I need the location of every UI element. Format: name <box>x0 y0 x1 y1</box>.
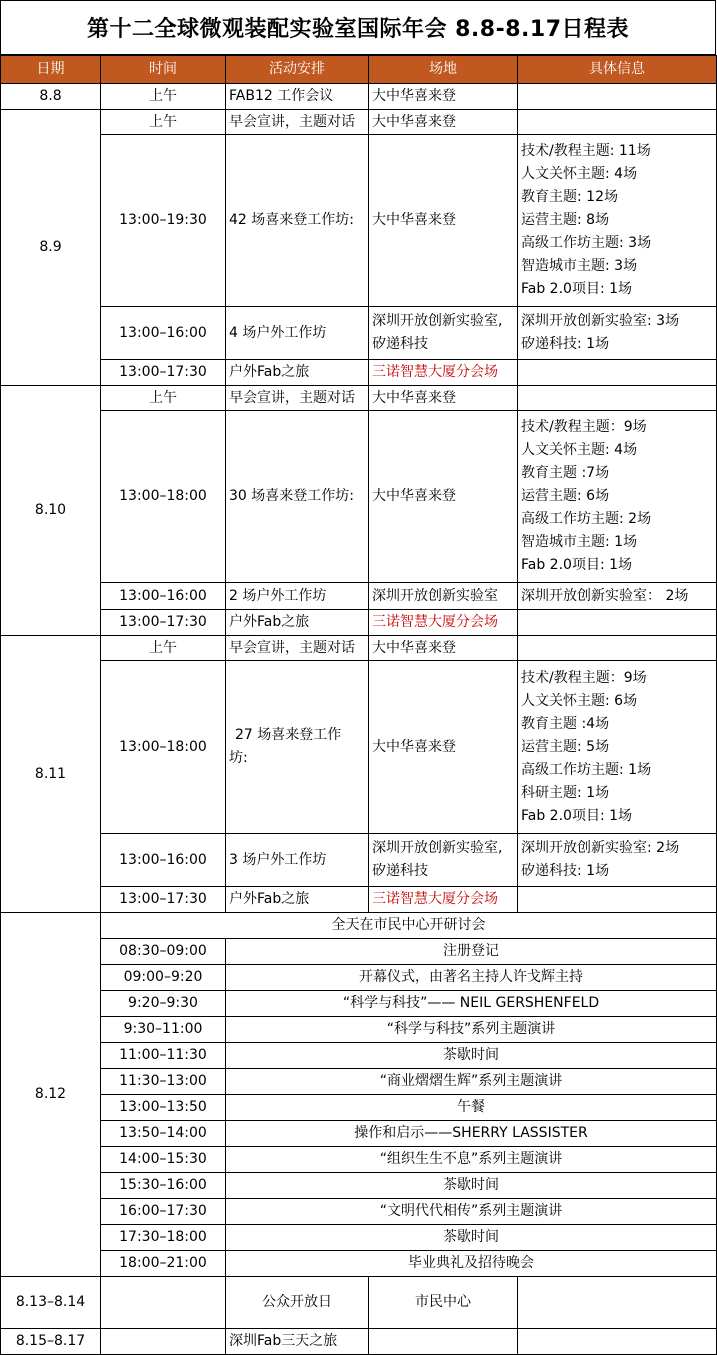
info-line: 高级工作坊主题: 1场 <box>521 761 652 778</box>
time-cell: 13:00–17:30 <box>101 360 226 386</box>
info-line: 高级工作坊主题: 2场 <box>521 511 652 527</box>
time-cell: 14:00–15:30 <box>101 1147 226 1173</box>
table-row <box>1 610 717 636</box>
time-cell: 18:00–21:00 <box>101 1251 226 1277</box>
table-row <box>1 1043 717 1069</box>
table-row <box>1 1017 717 1043</box>
header-time: 时间 <box>101 56 226 84</box>
activity-cell: 公众开放日 <box>226 1277 369 1329</box>
venue-cell: 大中华喜来登 <box>369 84 518 110</box>
table-row <box>1 1225 717 1251</box>
time-cell: 13:00–16:00 <box>101 834 226 887</box>
table-row <box>1 307 717 360</box>
event-cell: “科学与科技”系列主题演讲 <box>226 1017 717 1043</box>
event-cell: 茶歇时间 <box>226 1173 717 1199</box>
table-row <box>1 1199 717 1225</box>
event-cell: 毕业典礼及招待晚会 <box>226 1251 717 1277</box>
info-line: 技术/教程主题：9场 <box>521 669 647 686</box>
activity-cell: 4 场户外工作坊 <box>226 307 369 360</box>
info-line: Fab 2.0项目: 1场 <box>521 281 633 297</box>
venue-cell: 大中华喜来登 <box>369 636 518 661</box>
time-cell: 13:00–19:30 <box>101 135 226 307</box>
info-line: 教育主题: 12场 <box>521 189 618 205</box>
venue-cell: 深圳开放创新实验室 <box>369 583 518 610</box>
event-cell: 操作和启示——SHERRY LASSISTER <box>226 1121 717 1147</box>
info-cell <box>518 1277 717 1329</box>
date-cell: 8.13–8.14 <box>1 1277 101 1329</box>
date-cell: 8.11 <box>1 636 101 913</box>
time-cell: 13:50–14:00 <box>101 1121 226 1147</box>
time-cell: 08:30–09:00 <box>101 939 226 965</box>
date-cell: 8.15–8.17 <box>1 1329 101 1355</box>
info-line: Fab 2.0项目: 1场 <box>521 807 633 824</box>
table-row <box>1 939 717 965</box>
table-row <box>1 135 717 307</box>
venue-cell: 大中华喜来登 <box>369 386 518 411</box>
venue-cell: 大中华喜来登 <box>369 661 518 834</box>
table-row <box>1 1095 717 1121</box>
table-row <box>1 661 717 834</box>
info-cell <box>518 411 717 583</box>
venue-cell <box>369 1329 518 1355</box>
header-activity: 活动安排 <box>226 56 369 84</box>
time-cell: 17:30–18:00 <box>101 1225 226 1251</box>
event-cell: “组织生生不息”系列主题演讲 <box>226 1147 717 1173</box>
table-row <box>1 965 717 991</box>
info-line: 矽递科技: 1场 <box>521 863 610 879</box>
table-row <box>1 411 717 583</box>
table-row <box>1 110 717 135</box>
time-cell: 上午 <box>101 636 226 661</box>
table-row <box>1 834 717 887</box>
activity-cell: FAB12 工作会议 <box>226 84 369 110</box>
time-cell: 11:30–13:00 <box>101 1069 226 1095</box>
table-row <box>1 1069 717 1095</box>
venue-cell <box>369 834 518 887</box>
header-date: 日期 <box>1 56 101 84</box>
venue-cell: 三诺智慧大厦分会场 <box>369 360 518 386</box>
activity-cell: 2 场户外工作坊 <box>226 583 369 610</box>
allday-cell: 全天在市民中心开研讨会 <box>101 913 717 939</box>
venue-line: 深圳开放创新实验室, <box>372 840 503 856</box>
info-line: 矽递科技: 1场 <box>521 336 610 352</box>
venue-line: 矽递科技 <box>372 336 428 352</box>
time-cell: 9:20–9:30 <box>101 991 226 1017</box>
schedule-table <box>0 55 717 1355</box>
table-row <box>1 1277 717 1329</box>
table-row <box>1 583 717 610</box>
time-cell: 上午 <box>101 110 226 135</box>
time-cell: 13:00–18:00 <box>101 661 226 834</box>
venue-line: 矽递科技 <box>372 863 428 879</box>
event-cell: 茶歇时间 <box>226 1043 717 1069</box>
info-line: 深圳开放创新实验室: 2场 <box>521 840 680 856</box>
table-row <box>1 1251 717 1277</box>
info-cell <box>518 834 717 887</box>
date-cell: 8.12 <box>1 913 101 1277</box>
info-cell: 深圳开放创新实验室： 2场 <box>518 583 717 610</box>
info-line: 技术/教程主题：9场 <box>521 419 647 435</box>
event-cell: 开幕仪式，由著名主持人许戈辉主持 <box>226 965 717 991</box>
activity-cell: 早会宣讲，主题对话 <box>226 110 369 135</box>
info-line: 高级工作坊主题: 3场 <box>521 235 652 251</box>
event-cell: “商业熠熠生辉”系列主题演讲 <box>226 1069 717 1095</box>
info-line: 深圳开放创新实验室: 3场 <box>521 313 680 329</box>
event-cell: 茶歇时间 <box>226 1225 717 1251</box>
time-cell: 13:00–18:00 <box>101 411 226 583</box>
time-cell <box>101 1277 226 1329</box>
event-cell: 午餐 <box>226 1095 717 1121</box>
info-cell <box>518 307 717 360</box>
table-row <box>1 1147 717 1173</box>
info-line: 人文关怀主题: 6场 <box>521 692 638 709</box>
date-cell: 8.9 <box>1 110 101 386</box>
venue-cell: 三诺智慧大厦分会场 <box>369 887 518 913</box>
info-line: 运营主题: 5场 <box>521 738 610 755</box>
time-cell: 13:00–16:00 <box>101 583 226 610</box>
info-cell <box>518 1329 717 1355</box>
time-cell: 13:00–13:50 <box>101 1095 226 1121</box>
venue-cell: 市民中心 <box>369 1277 518 1329</box>
activity-cell: 早会宣讲，主题对话 <box>226 636 369 661</box>
time-cell: 11:00–11:30 <box>101 1043 226 1069</box>
venue-cell: 大中华喜来登 <box>369 411 518 583</box>
event-cell: 注册登记 <box>226 939 717 965</box>
table-row <box>1 1173 717 1199</box>
activity-cell: 户外Fab之旅 <box>226 360 369 386</box>
table-row <box>1 636 717 661</box>
table-row <box>1 360 717 386</box>
table-row <box>1 1121 717 1147</box>
time-cell: 09:00–9:20 <box>101 965 226 991</box>
venue-cell: 大中华喜来登 <box>369 110 518 135</box>
time-cell: 13:00–16:00 <box>101 307 226 360</box>
info-cell <box>518 887 717 913</box>
event-cell: “文明代代相传”系列主题演讲 <box>226 1199 717 1225</box>
table-row <box>1 887 717 913</box>
venue-cell <box>369 307 518 360</box>
info-cell <box>518 135 717 307</box>
activity-cell <box>226 661 369 834</box>
table-row <box>1 913 717 939</box>
info-line: 教育主题 :4场 <box>521 715 610 732</box>
info-line: 人文关怀主题: 4场 <box>521 166 638 182</box>
info-line: 科研主题: 1场 <box>521 784 610 801</box>
venue-cell: 三诺智慧大厦分会场 <box>369 610 518 636</box>
activity-cell: 深圳Fab三天之旅 <box>226 1329 369 1355</box>
info-cell <box>518 110 717 135</box>
header-row <box>1 56 717 84</box>
table-row <box>1 991 717 1017</box>
info-line: Fab 2.0项目: 1场 <box>521 557 633 573</box>
activity-cell: 户外Fab之旅 <box>226 887 369 913</box>
info-cell <box>518 636 717 661</box>
info-line: 智造城市主题: 1场 <box>521 534 638 550</box>
table-row <box>1 84 717 110</box>
info-cell <box>518 360 717 386</box>
info-line: 技术/教程主题: 11场 <box>521 143 651 159</box>
info-line: 人文关怀主题: 4场 <box>521 442 638 458</box>
info-line: 教育主题 :7场 <box>521 465 610 481</box>
page-title: 第十二全球微观装配实验室国际年会 8.8-8.17日程表 <box>0 0 716 55</box>
activity-cell: 早会宣讲，主题对话 <box>226 386 369 411</box>
time-cell: 上午 <box>101 84 226 110</box>
venue-line: 深圳开放创新实验室, <box>372 313 503 329</box>
activity-cell: 42 场喜来登工作坊: <box>226 135 369 307</box>
info-cell <box>518 84 717 110</box>
time-cell: 上午 <box>101 386 226 411</box>
activity-cell: 30 场喜来登工作坊: <box>226 411 369 583</box>
date-cell: 8.10 <box>1 386 101 636</box>
info-cell <box>518 386 717 411</box>
info-line: 运营主题: 6场 <box>521 488 610 504</box>
time-cell: 16:00–17:30 <box>101 1199 226 1225</box>
time-cell: 13:00–17:30 <box>101 887 226 913</box>
venue-cell: 大中华喜来登 <box>369 135 518 307</box>
activity-line: 坊: <box>229 750 248 766</box>
table-row <box>1 1329 717 1355</box>
time-cell: 15:30–16:00 <box>101 1173 226 1199</box>
time-cell <box>101 1329 226 1355</box>
date-cell: 8.8 <box>1 84 101 110</box>
info-line: 运营主题: 8场 <box>521 212 610 228</box>
activity-cell: 户外Fab之旅 <box>226 610 369 636</box>
info-line: 智造城市主题: 3场 <box>521 258 638 274</box>
activity-line: 27 场喜来登工作 <box>235 727 342 743</box>
header-venue: 场地 <box>369 56 518 84</box>
header-info: 具体信息 <box>518 56 717 84</box>
time-cell: 13:00–17:30 <box>101 610 226 636</box>
info-cell <box>518 610 717 636</box>
info-cell <box>518 661 717 834</box>
time-cell: 9:30–11:00 <box>101 1017 226 1043</box>
table-row <box>1 386 717 411</box>
event-cell: “科学与科技”—— NEIL GERSHENFELD <box>226 991 717 1017</box>
activity-cell: 3 场户外工作坊 <box>226 834 369 887</box>
